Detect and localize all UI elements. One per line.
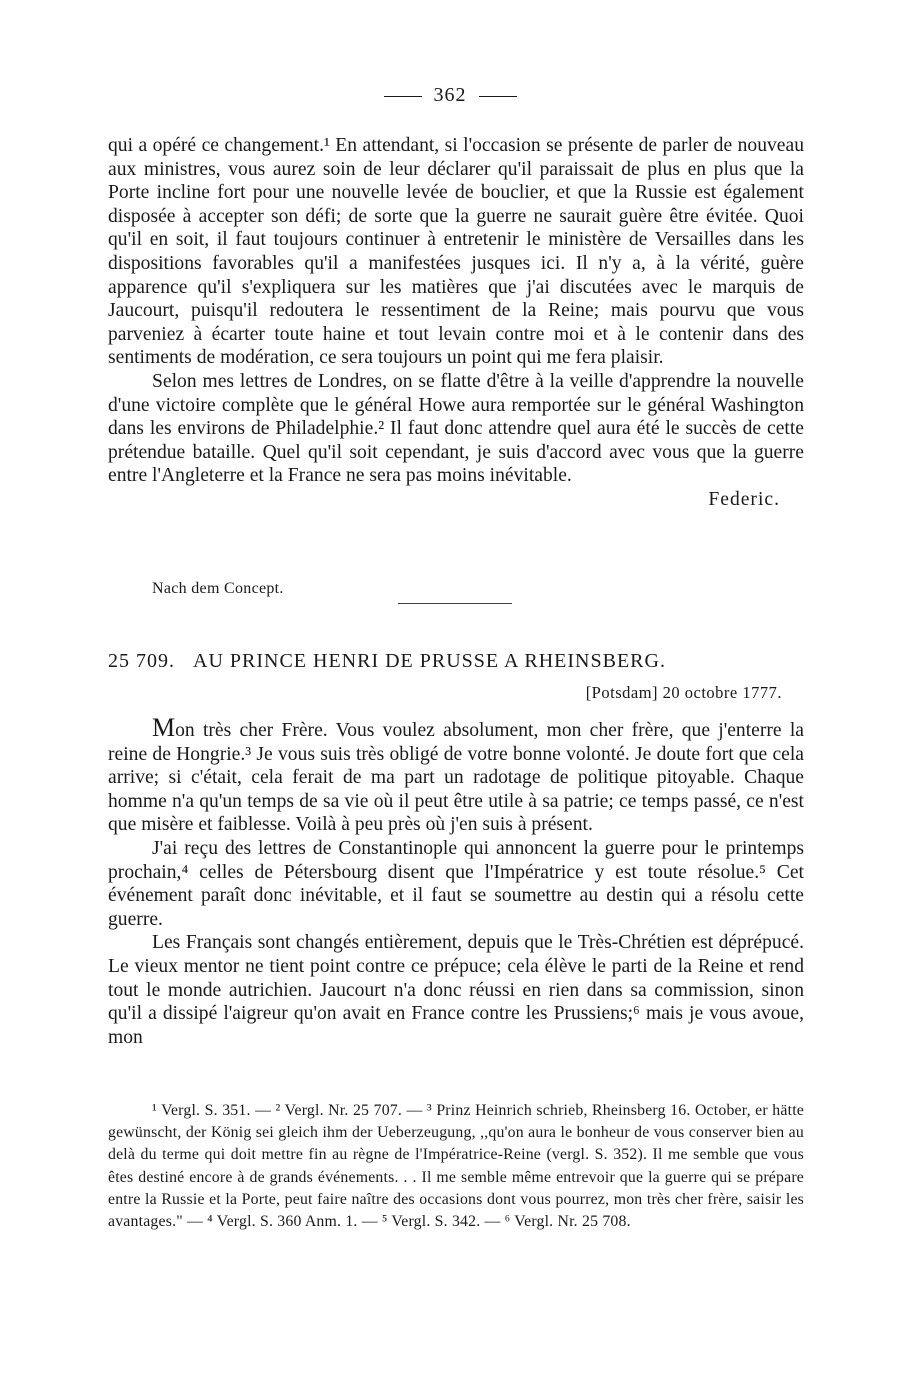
initial-letter: M — [152, 713, 176, 742]
letter-1-body — [108, 134, 804, 512]
letter-heading — [108, 650, 804, 673]
letter-recipient: AU PRINCE HENRI DE PRUSSE A RHEINSBERG. — [193, 650, 666, 672]
footnote-text: ¹ Vergl. S. 351. — ² Vergl. Nr. 25 707. — ³ Prinz Heinrich schrieb, Rheinsberg 16. October, er hätte gewünscht, der König sei gleich ihm der Ueberzeugung, ,,qu'on aura le bonheur de vous conserver bien au delà du terme qui doit mettre fin au règne de l'Impératrice-Reine (vergl. S. 352). Il me semble que vous êtes destiné encore à de grands événements. . . Il me semble même entrevoir que la guerre qui se prépare entre la Russie et la Porte, peut faire naître des occasions dont vous pourrez, mon très cher frère, saisir les avantages." — ⁴ Vergl. S. 360 Anm. 1. — ⁵ Vergl. S. 342. — ⁶ Vergl. Nr. 25 708. — [108, 1102, 804, 1231]
letter-2-paragraph-2: J'ai reçu des lettres de Constantinople qui annoncent la guerre pour le printemps prochain,⁴ celles de Pétersbourg disent que l'Impératrice y est toute résolue.⁵ Cet événement paraît donc inévitable, et il faut se soumettre au destin qui a résolu cette guerre. — [108, 837, 804, 930]
page-number: 362 — [433, 84, 467, 106]
header-dash-right — [479, 96, 517, 97]
source-note: Nach dem Concept. — [152, 580, 284, 597]
letter-2-paragraph-3: Les Français sont changés entièrement, depuis que le Très-Chrétien est déprépucé. Le vieux mentor ne tient point contre ce prépuce; cela élève le parti de la Reine et rend tout le monde autrichien. Jaucourt n'a donc réussi en rien dans sa commission, sinon qu'il a dissipé l'aigreur qu'on avait en France contre les Prussiens;⁶ mais je vous avoue, mon — [108, 932, 804, 1048]
header-dash-left — [384, 96, 422, 97]
running-header — [0, 84, 900, 107]
letter-1-paragraph-2: Selon mes lettres de Londres, on se flatte d'être à la veille d'apprendre la nouvelle d'une victoire complète que le général Howe aura remportée sur le général Washington dans les environs de Philadelphie.² Il faut donc attendre quel aura été le succès de cette prétendue bataille. Quel qu'il soit cependant, je suis d'accord avec vous que la guerre entre l'Angleterre et la France ne sera pas moins inévitable. — [108, 370, 804, 487]
letter-number: 25 709. — [108, 650, 175, 672]
footnotes — [108, 1100, 804, 1233]
letter-2-paragraph-1 — [108, 713, 804, 837]
letter-2-paragraph-1-text: on très cher Frère. Vous voulez absolument, mon cher frère, que j'enterre la reine de Hongrie.³ Je vous suis très obligé de votre bonne volonté. Je doute fort que cela arrive; si c'était, cela ferait de ma part un radotage de politique pitoyable. Chaque homme n'a qu'un temps de sa vie où il peut être utile à sa patrie; ce temps passé, ce n'est que misère et faiblesse. Voilà à peu près où j'en suis à présent. — [108, 720, 804, 836]
signature: Federic. — [708, 488, 780, 510]
letter-dateline: [Potsdam] 20 octobre 1777. — [585, 683, 782, 702]
letter-1-paragraph-1: qui a opéré ce changement.¹ En attendant, si l'occasion se présente de parler de nouveau aux ministres, vous aurez soin de leur déclarer qu'il paraissait de plus en plus que la Porte incline fort pour une nouvelle levée de bouclier, et que la Russie est également disposée à accepter son défi; de sorte que la guerre ne saurait guère être évitée. Quoi qu'il en soit, il faut toujours continuer à entretenir le ministère de Versailles dans les dispositions favorables qu'il a manifestées jusques ici. Il n'y a, à la vérité, guère apparence qu'il s'expliquera sur les matières que j'ai discutées avec le marquis de Jaucourt, puisqu'il redoutera le ressentiment de la Reine; mais pourvu que vous parveniez à écarter toute haine et tout levain contre moi et à le contenir dans des sentiments de modération, ce sera toujours un point qui me fera plaisir. — [108, 135, 804, 369]
section-divider — [398, 603, 512, 604]
letter-2-body — [108, 713, 804, 1049]
